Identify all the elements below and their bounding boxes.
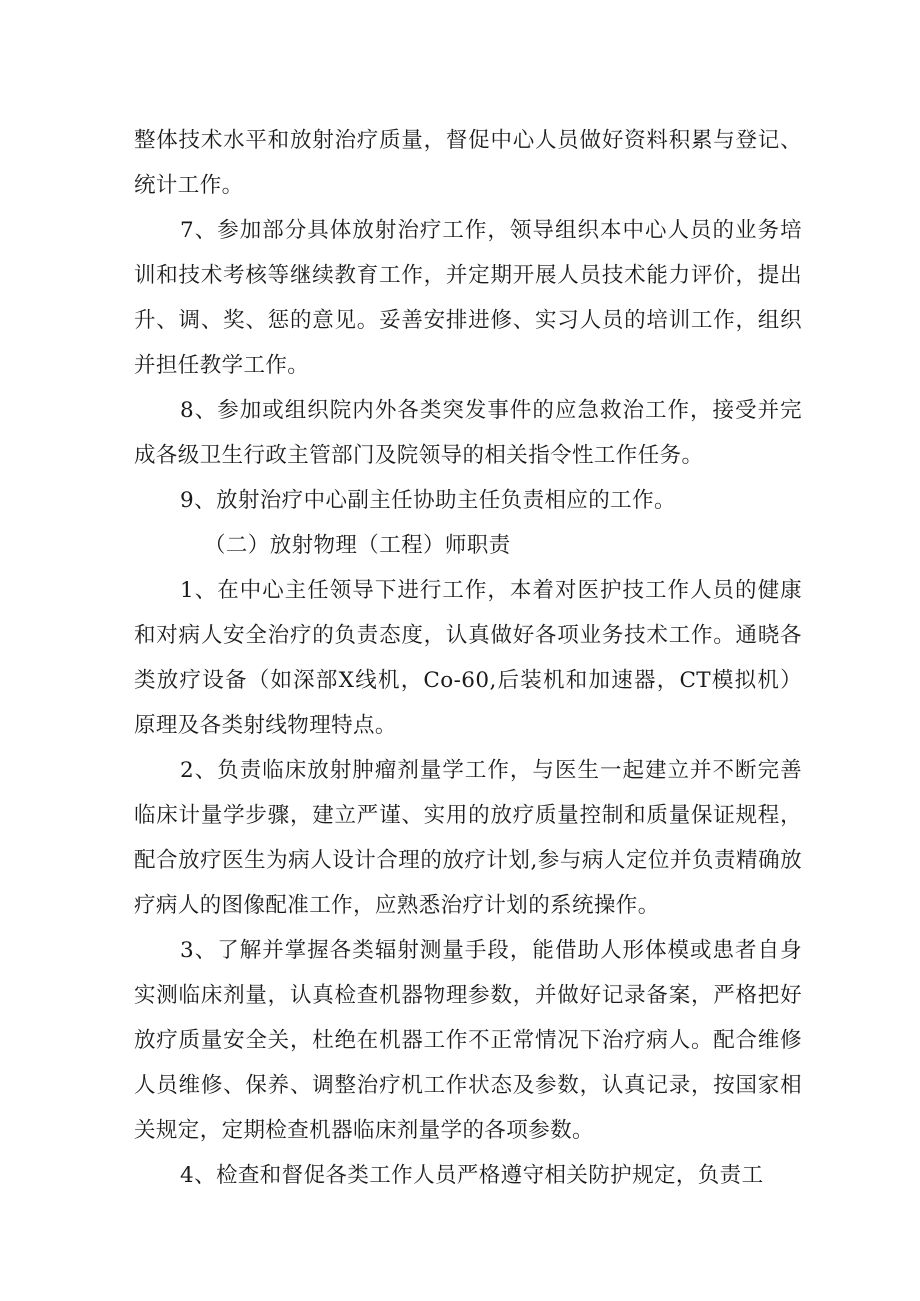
paragraph-item-7: 7、参加部分具体放射治疗工作，领导组织本中心人员的业务培训和技术考核等继续教育工作，并定期开展人员技术能力评价，提出升、调、奖、惩的意见。妥善安排进修、实习人员的培训工作，组织并担任教学工作。 xyxy=(134,218,802,378)
paragraph-item-4: 4、检查和督促各类工作人员严格遵守相关防护规定，负责工 xyxy=(180,1163,764,1188)
paragraph-item-1: 1、在中心主任领导下进行工作，本着对医护技工作人员的健康和对病人安全治疗的负责态度，认真做好各项业务技术工作。通晓各类放疗设备（如深部X线机，Co-60,后装机和加速器，CT模拟机）原理及各类射线物理特点。 xyxy=(134,578,802,738)
paragraph-item-9: 9、放射治疗中心副主任协助主任负责相应的工作。 xyxy=(180,488,676,513)
paragraph-item-8: 8、参加或组织院内外各类突发事件的应急救治工作，接受并完成各级卫生行政主管部门及院领导的相关指令性工作任务。 xyxy=(134,398,802,468)
paragraph-item-2: 2、负责临床放射肿瘤剂量学工作，与医生一起建立并不断完善临床计量学步骤，建立严谨、实用的放疗质量控制和质量保证规程，配合放疗医生为病人设计合理的放疗计划,参与病人定位并负责精确放疗病人的图像配准工作，应熟悉治疗计划的系统操作。 xyxy=(134,758,802,918)
paragraph-continuation: 整体技术水平和放射治疗质量，督促中心人员做好资料积累与登记、统计工作。 xyxy=(134,128,802,198)
document-body xyxy=(134,118,802,1198)
paragraph-item-3: 3、了解并掌握各类辐射测量手段，能借助人形体模或患者自身实测临床剂量，认真检查机器物理参数，并做好记录备案，严格把好放疗质量安全关，杜绝在机器工作不正常情况下治疗病人。配合维修人员维修、保养、调整治疗机工作状态及参数，认真记录，按国家相关规定，定期检查机器临床剂量学的各项参数。 xyxy=(134,938,802,1143)
section-heading: （二）放射物理（工程）师职责 xyxy=(204,533,511,558)
